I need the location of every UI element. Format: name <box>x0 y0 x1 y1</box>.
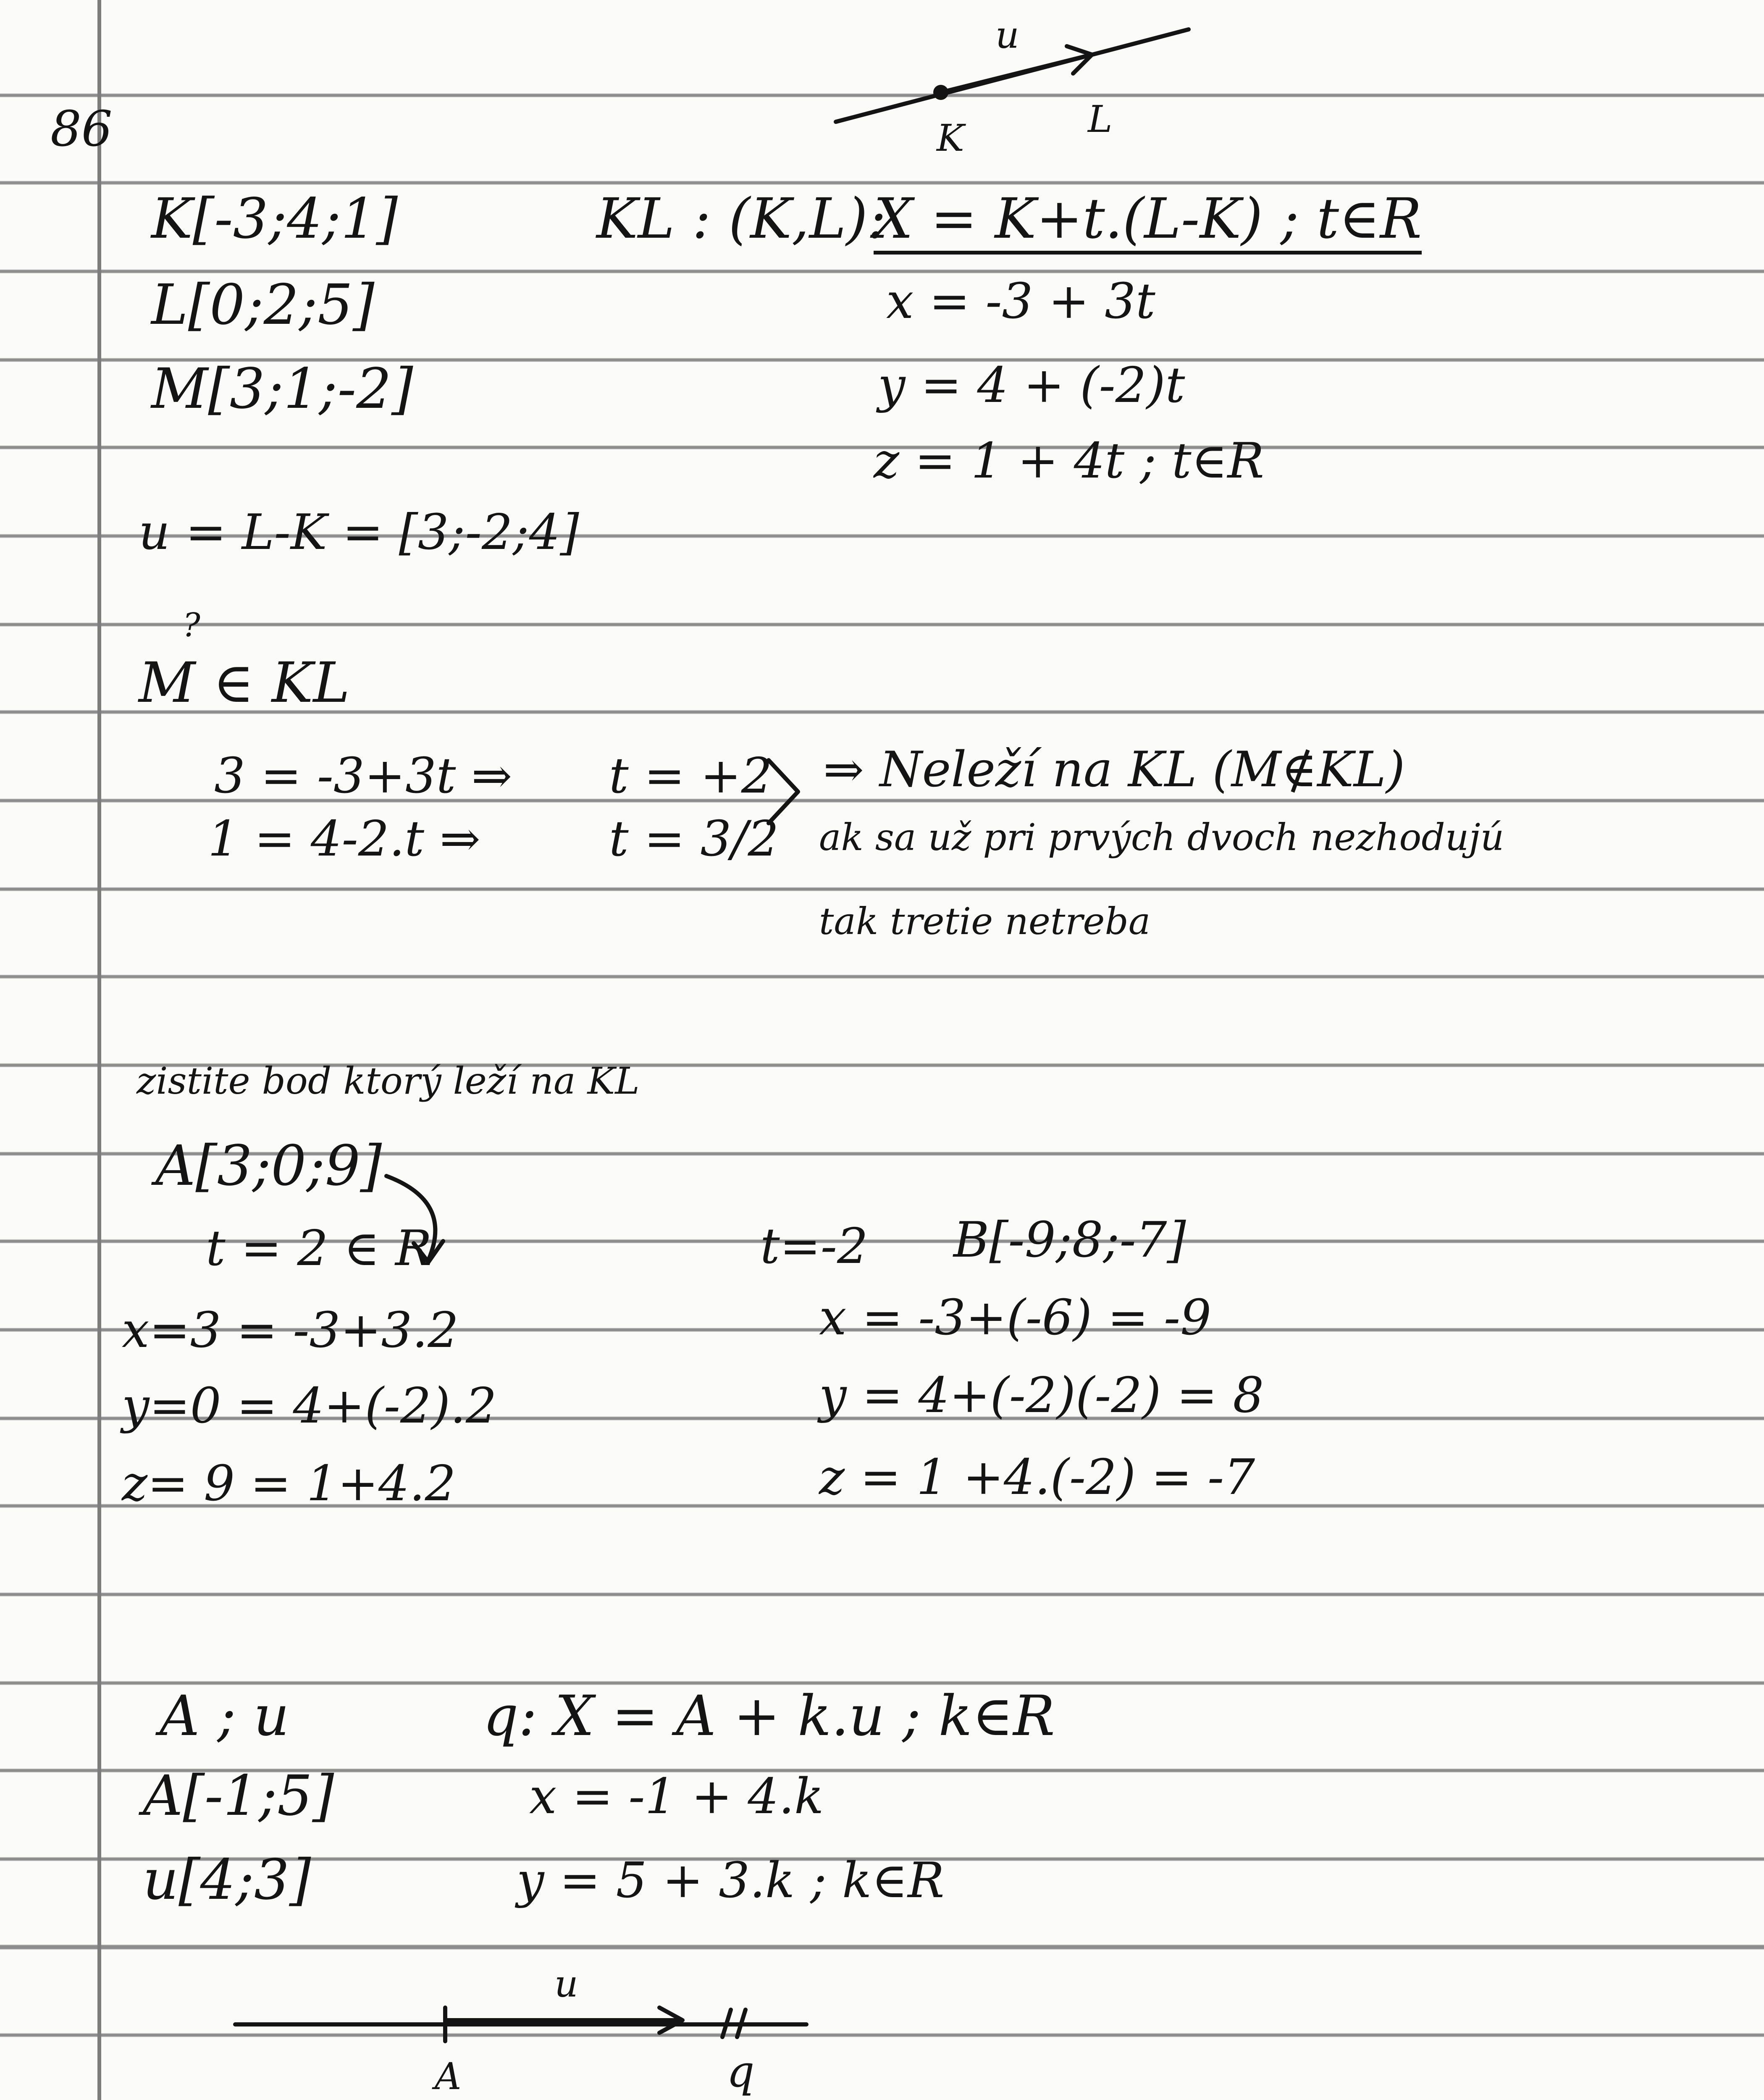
membership-t2: t = 3/2 <box>609 811 779 867</box>
line-kl-label: KL : (K,L): <box>596 186 887 251</box>
membership-eq1: 3 = -3+3t ⇒ <box>214 748 512 804</box>
find-t-a: t = 2 ∈ R <box>206 1220 432 1277</box>
q-sketch-q: q <box>727 2046 755 2097</box>
kl-sketch-l: L <box>1088 97 1113 141</box>
question-mark: ? <box>183 606 200 644</box>
q-param-y: y = 5 + 3.k ; k∈R <box>517 1852 945 1909</box>
find-az: z= 9 = 1+4.2 <box>122 1455 456 1512</box>
q-vector-u: u[4;3] <box>143 1848 311 1912</box>
find-bz: z = 1 +4.(-2) = -7 <box>819 1449 1255 1506</box>
q-given: A ; u <box>160 1684 289 1748</box>
param-general: X = K+t.(L-K) ; t∈R <box>874 191 1422 255</box>
page-number: 86 <box>50 101 113 158</box>
membership-eq2: 1 = 4-2.t ⇒ <box>208 811 481 867</box>
find-ax: x=3 = -3+3.2 <box>122 1302 459 1359</box>
point-k: K[-3;4;1] <box>151 186 398 251</box>
kl-sketch-u: u <box>995 13 1019 57</box>
find-point-b: B[-9;8;-7] <box>953 1212 1186 1268</box>
find-point-a: A[3;0;9] <box>155 1134 382 1198</box>
membership-question: M ∈ KL <box>139 651 350 715</box>
kl-sketch-k: K <box>937 116 964 160</box>
param-x: x = -3 + 3t <box>886 273 1155 330</box>
find-t-b: t=-2 <box>760 1218 868 1275</box>
q-param-general: q: X = A + k.u ; k∈R <box>483 1684 1055 1748</box>
direction-vector: u = L-K = [3;-2;4] <box>139 504 579 561</box>
membership-conclusion: ⇒ Neleží na KL (M∉KL) <box>823 741 1405 798</box>
find-ay: y=0 = 4+(-2).2 <box>122 1378 497 1434</box>
q-sketch-a: A <box>435 2055 462 2098</box>
point-m: M[3;1;-2] <box>151 357 413 421</box>
membership-note-2: tak tretie netreba <box>819 900 1151 943</box>
q-sketch-u: u <box>554 1962 578 2006</box>
find-heading: zistite bod ktorý leží na KL <box>136 1059 640 1102</box>
find-bx: x = -3+(-6) = -9 <box>819 1289 1212 1346</box>
membership-note-1: ak sa už pri prvých dvoch nezhodujú <box>819 816 1504 859</box>
find-by: y = 4+(-2)(-2) = 8 <box>819 1367 1264 1424</box>
q-param-x: x = -1 + 4.k <box>529 1768 824 1825</box>
membership-t1: t = +2 <box>609 748 772 804</box>
param-z: z = 1 + 4t ; t∈R <box>874 433 1264 489</box>
param-y: y = 4 + (-2)t <box>878 357 1185 414</box>
point-l: L[0;2;5] <box>151 273 375 337</box>
q-point-a: A[-1;5] <box>143 1764 334 1828</box>
